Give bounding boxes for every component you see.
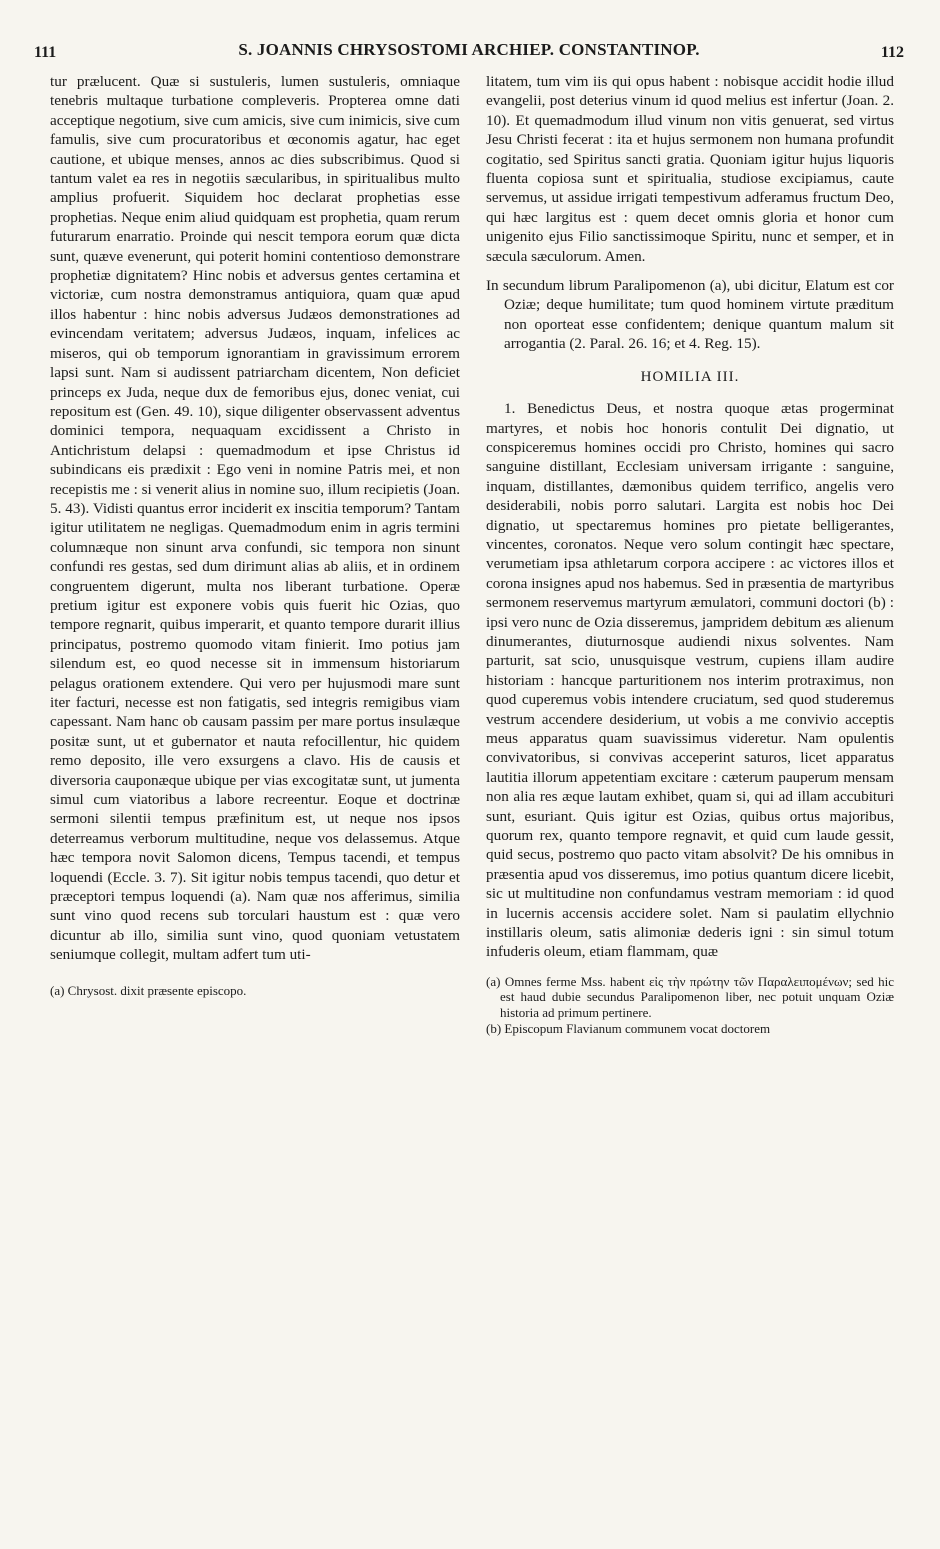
page-number-left: 111 bbox=[34, 44, 57, 61]
left-body-text: tur prælucent. Quæ si sustuleris, lumen sustuleris, omniaque tenebris multaque turbatione compleveris. Propterea omne dati acceptique negotium, sive cum amicis, sive cum inimicis, sive cum famulis, sive cum procuratoribus et œconomis agatur, hac eget cautione, et ubique menses, annos ac dies subscribimus. Quod si tantum valet ea res in negotiis sæcularibus, in spiritualibus multo amplius profuerit. Siquidem hoc declarat prophetias esse prophetias. Neque enim aliud quidquam est prophetia, quam rerum futurarum enarratio. Proinde qui nescit tempora eorum quæ dicta sunt, quæve evenerunt, qui poterit homini contentioso demonstrare prophetiæ dignitatem? Hinc nobis et adversus gentes certamina et victoriæ, cum nostra demonstramus antiquiora, quam quæ apud illos habentur : hinc nobis adversus Judæos demonstrationes ad evincendam veritatem; adversus Judæos, inquam, infelices ac miseros, qui ob temporum ignorantiam in gravissimum errorem lapsi sunt. Nam si audissent patriarcham dicentem, Non deficiet princeps ex Juda, neque dux de femoribus ejus, donec veniat, cui repositum est (Gen. 49. 10), sique diligenter observassent adventus dominici tempora, nequaquam excidissent a Christo in Antichristum delapsi : quemadmodum et ipse Christus id subindicans eis prædixit : Ego veni in nomine Patris mei, et non recepistis me : si venerit alius in nomine suo, illum recipietis (Joan. 5. 43). Vidisti quantus error inciderit ex inscitia temporum? Tantam igitur utilitatem ne negligas. Quemadmodum enim in agris termini columnæque non sinunt arva confundi, sic tempora non sinunt confundi res gestas, sed dum dirimunt alias ab aliis, et in ordinem congruentem digerunt, multa nos liberant turbatione. Operæ pretium igitur est exponere vobis quis fuerit hic Ozias, quo tempore regnarit, quibus imperarit, et quanto tempore durarit illius principatus, postremo quomodo vitam finierit. Imo potius jam silendum est, eo quod necesse sit in immensum historiarum pelagus orationem extendere. Qui vero per hujusmodi mare sunt iter facturi, necesse est non fatigatis, sed integris remigibus viam capessant. Nam hanc ob causam passim per mare portus insulæque positæ sunt, ut et gubernator et nauta refocillentur, hic quidem remo deposito, ille vero exsurgens a clavo. His de causis et diversoria cauponæque ubique per vias excogitatæ sunt, ut jumenta simul cum viatoribus a labore recreentur. Eoque et doctrinæ sermoni silentii tempus præfinitum est, ut neque nos ipsos deterreamus verborum multitudine, neque vos delassemus. Atque hæc tempora novit Salomon dicens, Tempus tacendi, et tempus loquendi (Eccle. 3. 7). Sit igitur nobis tempus tacendi, quo detur et præceptori tempus loquendi (a). Nam quæ nos afferimus, similia sunt vino quod recens sub torculari haustum est : quæ vero dicuntur ab illo, similia sunt vino, quod quoniam vetustatem seniumque collegit, multam adfert tum uti- bbox=[50, 73, 460, 964]
left-footnote-a: (a) Chrysost. dixit præsente episcopo. bbox=[50, 982, 247, 998]
running-title: S. JOANNIS CHRYSOSTOMI ARCHIEP. CONSTANTINOP. bbox=[238, 40, 700, 59]
page-number-right: 112 bbox=[880, 44, 904, 61]
right-footnote-a: (a) Omnes ferme Mss. habent εἰς τὴν πρώτην τῶν Παραλειπομένων; sed hic est haud dubie secundus Paralipomenon liber, nec potuit unquam Oziæ historia ad primum pertinere. bbox=[486, 973, 894, 1021]
right-footnotes bbox=[486, 974, 894, 1036]
homily-title: HOMILIA III. bbox=[640, 368, 740, 385]
homily-argument: In secundum librum Paralipomenon (a), ubi dicitur, Elatum est cor Oziæ; deque humilitate; tum quod hominem virtute præditum non oporteat esse confidentem; denique quantum malum sit arrogantia (2. Paral. 26. 16; et 4. Reg. 15). bbox=[486, 277, 894, 353]
right-footnote-b: (b) Episcopum Flavianum communem vocat doctorem bbox=[486, 1020, 771, 1036]
right-body-text: litatem, tum vim iis qui opus habent : nobisque accidit hodie illud evangelii, post deterius vinum id quod melius est infertur (Joan. 2. 10). Et quemadmodum illud vinum non vitis genuerat, sed virtus Jesu Christi fecerat : ita et hujus sermonem non humana profundit cogitatio, sed Spiritus sancti gratia. Quoniam igitur hujus liquoris fluenta copiosa sunt et spiritualia, studiose excipiamus, caute servemus, ut assidue irrigati tempestivum adferamus fructum Deo, qui hæc largitus est : quem decet omnis gloria et honor cum unigenito ejus Filio sanctissimoque Spiritu, nunc et semper, et in sæcula sæculorum. Amen. bbox=[486, 73, 894, 265]
left-column bbox=[50, 72, 460, 998]
page-header bbox=[34, 40, 904, 66]
left-footnotes bbox=[50, 983, 460, 999]
homily-body-text: 1. Benedictus Deus, et nostra quoque ætas progerminat martyres, et nobis hoc honoris contulit Dei dignatio, ut conspiceremus homines occidi pro Christo, homines qui sacro sanguine distillant, Ecclesiam universam irrigante : sanguine, inquam, distillantes, dæmonibus quidem terrifico, angelis vero desiderabili, nobis porro salutari. Largita est nobis hoc Dei dignatio, ut spectaremus homines pro pietate belligerantes, vincentes, coronatos. Neque vero solum contingit hæc spectare, verumetiam ipsa athletarum corpora accipere : ac victores illos et corona insignes apud nos habemus. Sed in præsentia de martyribus sermonem reservemus martyrum æmulatori, communi doctori (b) : ipsi vero nunc de Ozia disseremus, jampridem debitum æs alienum dinumerantes, diuturnosque audiendi nixus solventes. Nam parturit, sat scio, unusquisque vestrum, cupiens illam audire historiam : hancque parturitionem nos interim protraximus, non quod cuperemus vobis intendere cruciatum, sed quod studeremus vestrum accendere desiderium, ut vobis a me convivio acceptis meus apparatus quam suavissimus videretur. Nam opulentis convivatoribus, si convivas acceperint saturos, licet apparatus lautitia illorum appetentiam excitare : cæterum pauperum mensam non alia res æque lautam exhibet, quam si, qui ad illam accubituri sunt, esuriant. Quis igitur est Ozias, quibus ortus majoribus, quorum rex, quanto tempore regnavit, et quid cum laude gessit, quid secus, postremo quo pacto vitam absolvit? De his omnibus in præsentia apud vos disseremus, imo potius quantum dicere licebit, sic ut multitudine non confundamus vestram memoriam : id quod in lucernis accensis accidere solet. Nam si paulatim ellychnio instillaris oleum, satis alimoniæ dederis igni : sin simul totum infuderis oleum, etiam flammam, quæ bbox=[486, 400, 894, 961]
right-column bbox=[486, 72, 894, 1036]
